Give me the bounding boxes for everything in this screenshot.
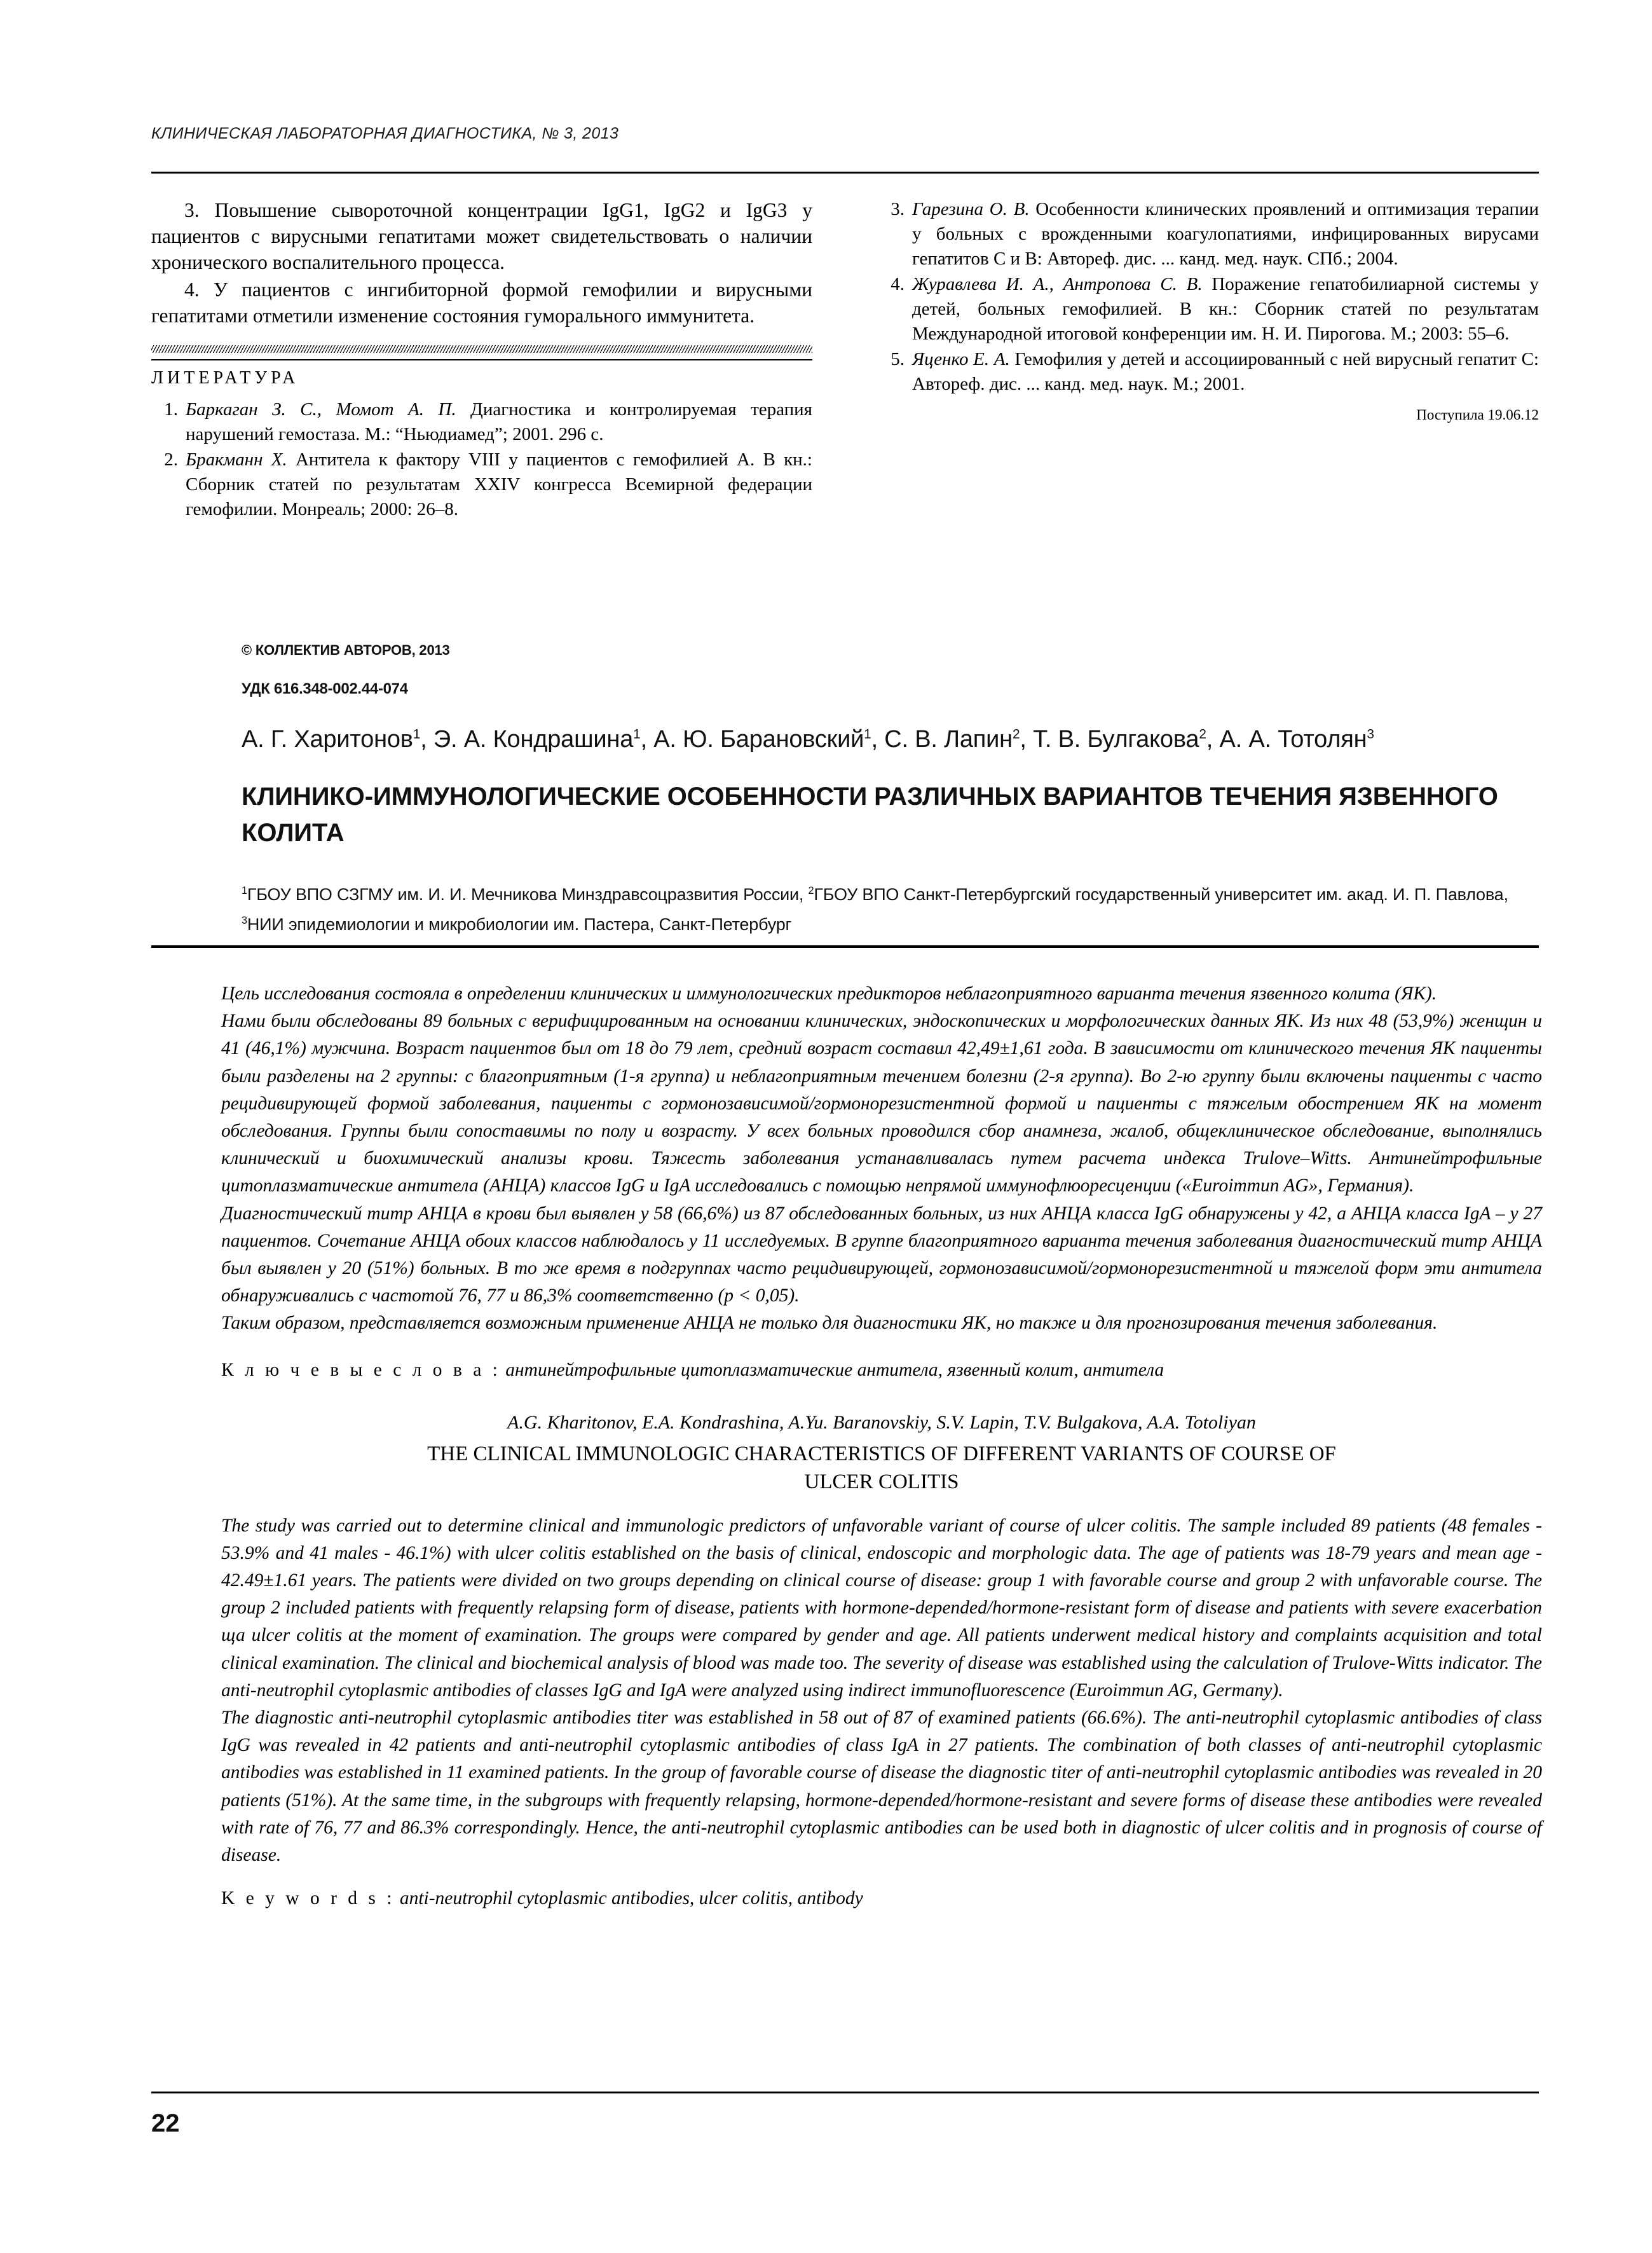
running-head: КЛИНИЧЕСКАЯ ЛАБОРАТОРНАЯ ДИАГНОСТИКА, № 3, 2013 (151, 125, 619, 142)
authors-english: A.G. Kharitonov, E.A. Kondrashina, A.Yu. Baranovskiy, S.V. Lapin, T.V. Bulgakova, A.A. Totoliyan (507, 1411, 1256, 1433)
abstract-ru-paragraph-3: Диагностический титр АНЦА в крови был выявлен у 58 (66,6%) из 87 обследованных больных, из них АНЦА класса IgG обнаружены у 42, а АНЦА класса IgA – у 27 пациентов. Сочетание АНЦА обоих классов наблюдалось у 11 исследуемых. В группе благоприятного варианта течения заболевания диагностический титр АНЦА был выявлен у 20 (51%) больных. В то же время в подгруппах часто рецидивирующей, гормонозависимой/гормонорезистентной и тяжелой форм эти антитела обнаруживались с частотой 76, 77 и 86,3% соответственно (р < 0,05). (221, 1203, 1542, 1306)
affiliation-marker: 1 (242, 885, 247, 896)
author-name: , А. А. Тотолян (1206, 726, 1367, 753)
footer-rule (151, 2092, 1539, 2093)
affiliation-marker: 1 (864, 727, 871, 742)
page-number: 22 (151, 2109, 180, 2137)
affiliation-marker: 2 (1199, 727, 1206, 742)
reference-item (878, 197, 1539, 271)
reference-number: 3. (891, 199, 905, 219)
copyright-line: © КОЛЛЕКТИВ АВТОРОВ, 2013 (242, 642, 450, 658)
keywords-values: anti-neutrophil cytoplasmic antibodies, ulcer colitis, antibody (395, 1888, 863, 1909)
reference-text: Гемофилия у детей и ассоциированный с ней вирусный гепатит С: Автореф. дис. ... канд. мед. наук. М.; 2001. (912, 349, 1539, 394)
reference-list-right (878, 197, 1539, 397)
author-name: , Т. В. Булгакова (1020, 726, 1199, 753)
reference-list-left (151, 397, 812, 522)
affiliation-marker: 2 (808, 885, 814, 896)
reference-number: 1. (164, 399, 178, 420)
authors-russian (242, 726, 1545, 753)
abstract-ru-paragraph-4: Таким образом, представляется возможным применение АНЦА не только для диагностики ЯК, но также и для прогнозирования течения заболевания. (221, 1313, 1438, 1334)
article-header (242, 642, 1545, 938)
reference-authors: Бракманн Х. (186, 449, 287, 470)
affiliation-text: ГБОУ ВПО Санкт-Петербургский государственный университет им. акад. И. П. Павлова, (814, 885, 1508, 904)
reference-item (151, 448, 812, 522)
keywords-russian (221, 1357, 1542, 1384)
reference-authors: Гарезина О. В. (912, 199, 1030, 219)
reference-text: Особенности клинических проявлений и оптимизация терапии у больных с врожденными коагулопатиями, инфицированных вирусами гепатитов С и В: Автореф. дис. ... канд. мед. наук. СПб.; 2004. (912, 199, 1539, 269)
affiliation-marker: 3 (242, 915, 247, 926)
received-date: Поступила 19.06.12 (1416, 407, 1539, 423)
reference-text: Диагностика и контролируемая терапия нарушений гемостаза. М.: “Ньюдиамед”; 2001. 296 с. (186, 399, 812, 444)
author-name: А. Г. Харитонов (242, 726, 413, 753)
author-name: , А. Ю. Барановский (640, 726, 864, 753)
article-title-english (221, 1440, 1542, 1496)
keywords-label: K e y w o r d s : (221, 1888, 395, 1909)
author-name: , Э. А. Кондрашина (420, 726, 634, 753)
reference-authors: Баркаган З. С., Момот А. П. (186, 399, 456, 420)
article-title-russian: КЛИНИКО-ИММУНОЛОГИЧЕСКИЕ ОСОБЕННОСТИ РАЗЛИЧНЫХ ВАРИАНТОВ ТЕЧЕНИЯ ЯЗВЕННОГО КОЛИТА (242, 783, 1498, 847)
abstract-ru-paragraph-1: Цель исследования состояла в определении клинических и иммунологических предикторов неблагоприятного варианта течения язвенного колита (ЯК). (221, 983, 1437, 1004)
two-column-area (151, 197, 1539, 579)
conclusion-paragraph-3: 3. Повышение сывороточной концентрации IgG1, IgG2 и IgG3 у пациентов с вирусными гепатитами может свидетельствовать о наличии хронического воспалительного процесса. (151, 199, 812, 273)
reference-item (878, 347, 1539, 397)
reference-text: Антитела к фактору VIII у пациентов с гемофилией А. В кн.: Сборник статей по результатам XXIV конгресса Всемирной федерации гемофилии. Монреаль; 2000: 26–8. (186, 449, 812, 519)
reference-number: 2. (164, 449, 178, 470)
reference-authors: Журавлева И. А., Антропова С. В. (912, 274, 1203, 294)
ornamental-rule (151, 345, 812, 360)
udk-code: УДК 616.348-002.44-074 (242, 680, 408, 697)
affiliation-marker: 1 (633, 727, 641, 742)
conclusion-paragraph-4: 4. У пациентов с ингибиторной формой гемофилии и вирусными гепатитами отметили изменение состояния гуморального иммунитета. (151, 278, 812, 327)
references-heading: ЛИТЕРАТУРА (151, 368, 299, 388)
header-rule (151, 172, 1539, 174)
abstract-divider-rule (151, 945, 1539, 948)
reference-item (878, 272, 1539, 346)
affiliation-marker: 1 (413, 727, 421, 742)
abstract-block (221, 980, 1542, 1909)
keywords-label: К л ю ч е в ы е с л о в а : (221, 1359, 501, 1380)
keywords-english (221, 1888, 1542, 1909)
abstract-ru-paragraph-2: Нами были обследованы 89 больных с верифицированным на основании клинических, эндоскопических и морфологических данных ЯК. Из них 48 (53,9%) женщин и 41 (46,1%) мужчина. Возраст пациентов был от 18 до 79 лет, средний возраст составил 42,49±1,61 года. В зависимости от клинического течения ЯК пациенты были разделены на 2 группы: с благоприятным (1-я группа) и неблагоприятным течением болезни (2-я группа). Во 2-ю группу были включены пациенты с часто рецидивирующей формой заболевания, пациенты с гормонозависимой/гормонорезистентной формой и пациенты с тяжелым обострением ЯК на момент обследования. Группы были сопоставимы по полу и возрасту. У всех больных проводился сбор анамнеза, жалоб, общеклиническое обследование, выполнялись клинический и биохимический анализы крови. Тяжесть заболевания устанавливалась путем расчета индекса Trulove–Witts. Антинейтрофильные цитоплазматические антитела (АНЦА) классов IgG и IgA исследовались с помощью непрямой иммунофлюоресценции («Euroimmun AG», Германия). (221, 1011, 1542, 1196)
column-right (878, 197, 1539, 423)
affiliations (242, 878, 1545, 938)
author-name: , С. В. Лапин (871, 726, 1013, 753)
reference-authors: Яценко Е. А. (912, 349, 1010, 369)
reference-item (151, 397, 812, 447)
abstract-en-paragraph-1: The study was carried out to determine clinical and immunologic predictors of unfavorable variant of course of ulcer colitis. The sample included 89 patients (48 females - 53.9% and 41 males - 46.1%) with ulcer colitis established on the basis of clinical, endoscopic and morphologic data. The age of patients was 18-79 years and mean age - 42.49±1.61 years. The patients were divided on two groups depending on clinical course of disease: group 1 with favorable course and group 2 with unfavorable course. The group 2 included patients with frequently relapsing form of disease, patients with hormone-depended/hormone-resistant form of disease and patients with severe exacerbation ща ulcer colitis at the moment of examination. The groups were compared by gender and age. All patients underwent medical history and complaints acquisition and total clinical examination. The clinical and biochemical analysis of blood was made too. The severity of disease was established using the calculation of Trulove-Witts indicator. The anti-neutrophil cytoplasmic antibodies of classes IgG and IgA were analyzed using indirect immunofluorescence (Euroimmun AG, Germany). (221, 1515, 1542, 1701)
abstract-en-paragraph-2: The diagnostic anti-neutrophil cytoplasmic antibodies titer was established in 58 out of 87 of examined patients (66.6%). The anti-neutrophil cytoplasmic antibodies of class IgG was revealed in 42 patients and anti-neutrophil cytoplasmic antibodies of class IgA in 27 patients. The combination of both classes of anti-neutrophil cytoplasmic antibodies was established in 11 examined patients. In the group of favorable course of disease the diagnostic titer of anti-neutrophil cytoplasmic antibodies was revealed in 20 patients (51%). At the same time, in the subgroups with frequently relapsing, hormone-depended/hormone-resistant and severe forms of disease these antibodies were revealed with rate of 76, 77 and 86.3% correspondingly. Hence, the anti-neutrophil cytoplasmic antibodies can be used both in diagnostic of ulcer colitis and in prognosis of course of disease. (221, 1708, 1542, 1866)
reference-number: 4. (891, 274, 905, 294)
affiliation-marker: 2 (1012, 727, 1020, 742)
affiliation-text: ГБОУ ВПО СЗГМУ им. И. И. Мечникова Минздравсоцразвития России, (247, 885, 809, 904)
title-line-2: ULCER COLITIS (804, 1470, 959, 1493)
keywords-values: антинейтрофильные цитоплазматические антитела, язвенный колит, антитела (500, 1359, 1164, 1380)
title-line-1: THE CLINICAL IMMUNOLOGIC CHARACTERISTICS OF DIFFERENT VARIANTS OF COURSE OF (427, 1442, 1336, 1465)
reference-number: 5. (891, 349, 905, 369)
affiliation-marker: 3 (1367, 727, 1374, 742)
affiliation-text: НИИ эпидемиологии и микробиологии им. Пастера, Санкт-Петербург (247, 915, 792, 934)
column-left (151, 197, 812, 523)
reference-text: Поражение гепатобилиарной системы у детей, больных гемофилией. В кн.: Сборник статей по результатам Международной итоговой конференции им. Н. И. Пирогова. М.; 2003: 55–6. (912, 274, 1539, 344)
